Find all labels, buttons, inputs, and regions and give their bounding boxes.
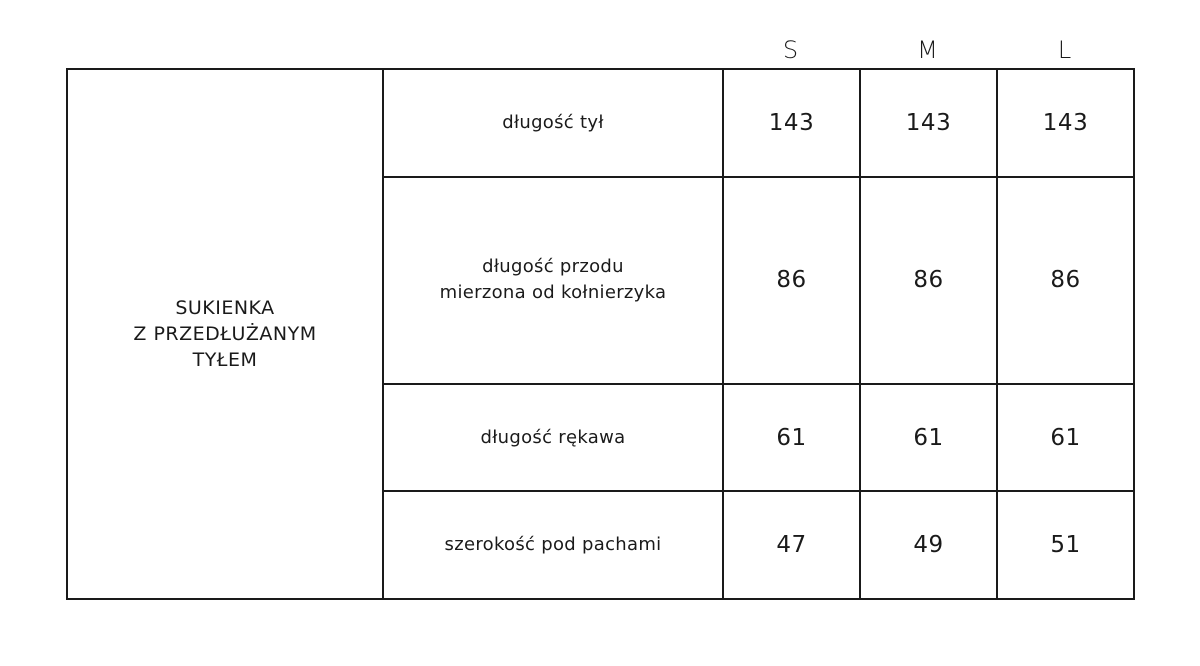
measurement-label-cell: [383, 491, 723, 599]
value-cell-m: 143: [860, 69, 997, 177]
garment-name-line: SUKIENKA: [175, 297, 275, 319]
garment-name-cell: [67, 69, 383, 599]
table-row: [67, 69, 1134, 177]
measurement-label-cell: [383, 177, 723, 384]
size-chart-table: [66, 68, 1135, 600]
measurement-label-cell: [383, 384, 723, 492]
value-cell-s: 61: [723, 384, 860, 492]
measurement-label: długość rękawa: [480, 426, 626, 448]
value-cell-l: 61: [997, 384, 1134, 492]
value-cell-l: 86: [997, 177, 1134, 384]
garment-name-line: Z PRZEDŁUŻANYM: [133, 323, 317, 345]
value-cell-m: 61: [860, 384, 997, 492]
value-cell-s: 86: [723, 177, 860, 384]
size-header-m: M: [917, 36, 938, 64]
measurement-label-cell: [383, 69, 723, 177]
value-cell-l: 143: [997, 69, 1134, 177]
measurement-label: długość przodu: [482, 256, 624, 278]
size-header-l: L: [1057, 36, 1072, 64]
value-cell-m: 49: [860, 491, 997, 599]
value-cell-l: 51: [997, 491, 1134, 599]
value-cell-s: 143: [723, 69, 860, 177]
measurement-label: szerokość pod pachami: [444, 534, 662, 556]
size-header-s: S: [782, 36, 799, 64]
value-cell-m: 86: [860, 177, 997, 384]
garment-name-line: TYŁEM: [192, 349, 258, 371]
measurement-label: mierzona od kołnierzyka: [439, 282, 667, 304]
measurement-label: długość tył: [502, 111, 604, 133]
value-cell-s: 47: [723, 491, 860, 599]
